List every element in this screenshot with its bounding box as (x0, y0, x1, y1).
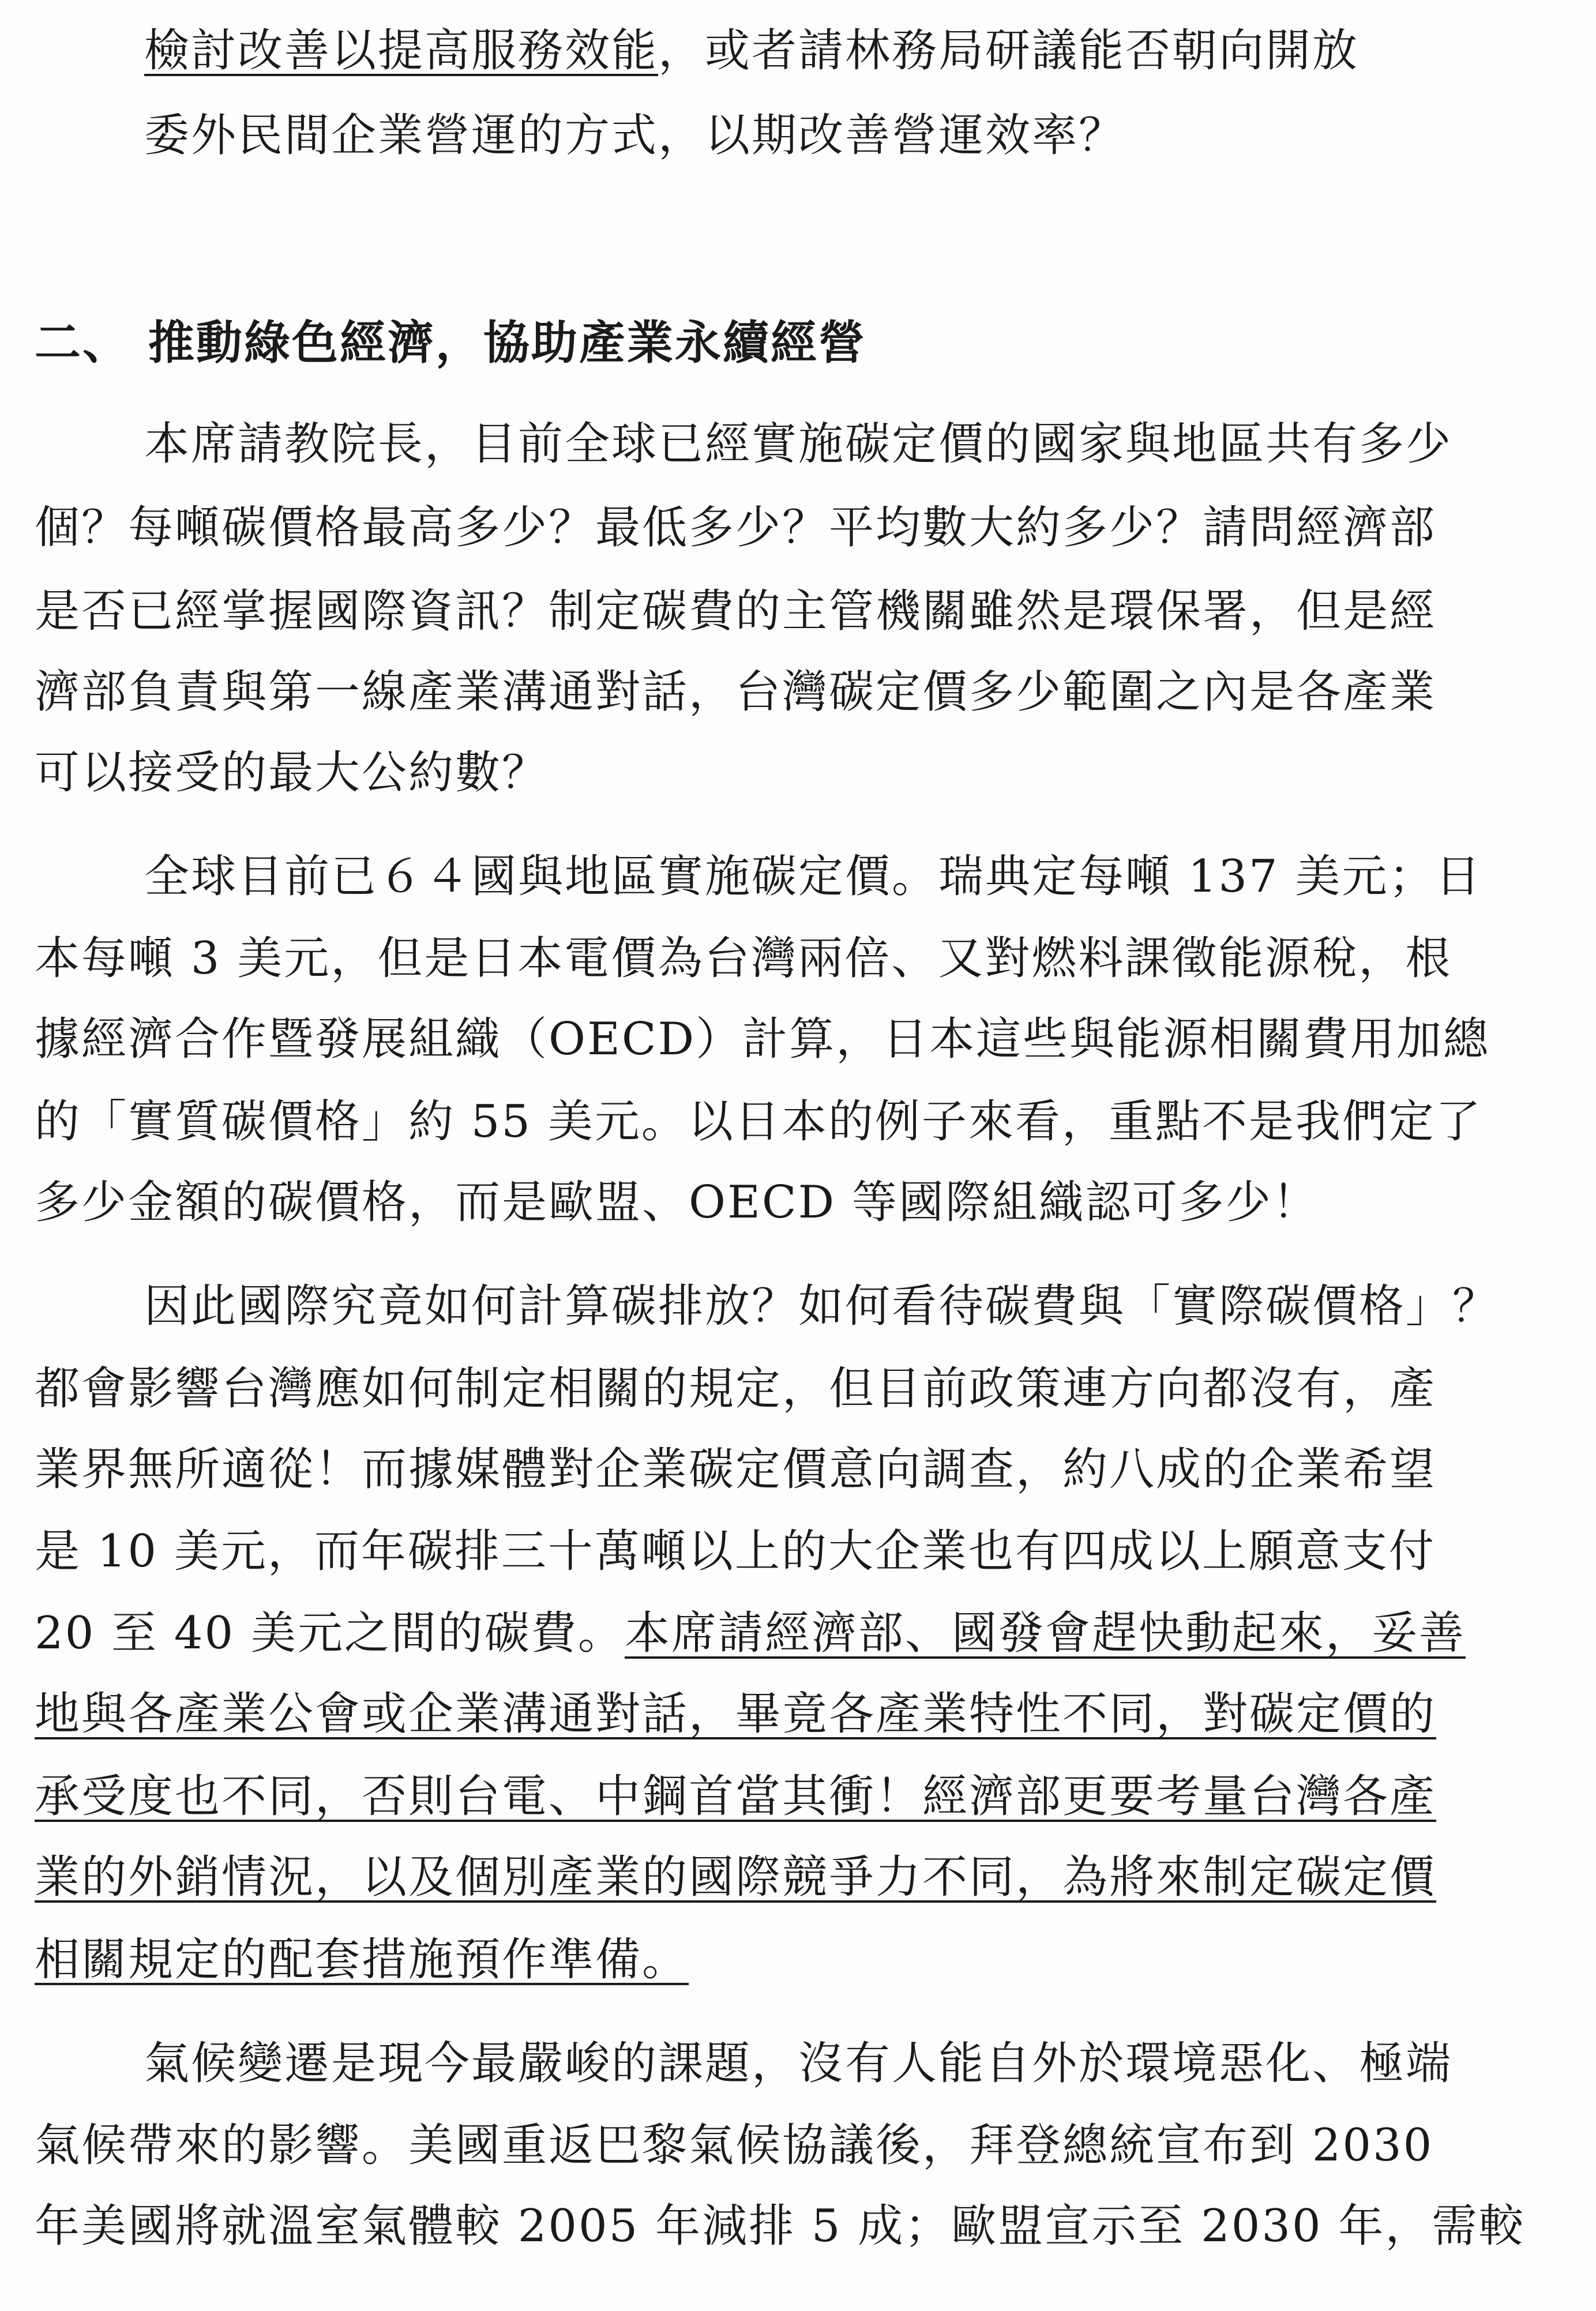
p1-line: 個？每噸碳價格最高多少？最低多少？平均數大約多少？請問經濟部 (35, 502, 1437, 554)
p3-line (35, 1685, 1569, 1743)
intro-underlined-text: 檢討改善以提高服務效能 (144, 25, 659, 77)
p3-underlined-text: 本席請經濟部、國發會趕快動起來，妥善 (624, 1607, 1466, 1659)
p2-line: 據經濟合作暨發展組織（OECD）計算，日本這些與能源相關費用加總 (35, 1013, 1490, 1065)
p3-underlined-text: 承受度也不同，否則台電、中鋼首當其衝！經濟部更要考量台灣各產 (35, 1771, 1437, 1823)
intro-line-1 (144, 22, 1596, 80)
p1-line: 本席請教院長，目前全球已經實施碳定價的國家與地區共有多少 (144, 418, 1453, 470)
section-heading: 二、 推動綠色經濟，協助產業永續經營 (35, 316, 866, 370)
p3-line: 因此國際究竟如何計算碳排放？如何看待碳費與「實際碳價格」？ (144, 1280, 1500, 1332)
p2-line: 的「實質碳價格」約 55 美元。以日本的例子來看，重點不是我們定了 (35, 1096, 1482, 1148)
p3-line (35, 1931, 1569, 1989)
intro-line-2: 委外民間企業營運的方式，以期改善營運效率？ (144, 110, 1126, 161)
p3-text: 20 至 40 美元之間的碳費。 (35, 1607, 625, 1659)
p4-line: 年美國將就溫室氣體較 2005 年減排 5 成；歐盟宣示至 2030 年，需較 (35, 2200, 1526, 2252)
p2-line: 多少金額的碳價格，而是歐盟、OECD 等國際組織認可多少！ (35, 1177, 1319, 1228)
p1-line: 濟部負責與第一線產業溝通對話，台灣碳定價多少範圍之內是各產業 (35, 666, 1437, 718)
p3-underlined-text: 業的外銷情況，以及個別產業的國際競爭力不同，為將來制定碳定價 (35, 1851, 1437, 1903)
p3-line (35, 1604, 1569, 1662)
intro-text: ，或者請林務局研議能否朝向開放 (658, 25, 1360, 77)
p3-line: 都會影響台灣應如何制定相關的規定，但目前政策連方向都沒有，產 (35, 1363, 1437, 1415)
p2-line: 全球目前已６４國與地區實施碳定價。瑞典定每噸 137 美元；日 (144, 851, 1482, 903)
p3-line (35, 1768, 1569, 1825)
p1-line: 是否已經掌握國際資訊？制定碳費的主管機關雖然是環保署，但是經 (35, 585, 1437, 637)
p3-underlined-text: 相關規定的配套措施預作準備。 (35, 1934, 689, 1986)
p4-line: 氣候帶來的影響。美國重返巴黎氣候協議後，拜登總統宣布到 2030 (35, 2120, 1434, 2171)
p3-underlined-text: 地與各產業公會或企業溝通對話，畢竟各產業特性不同，對碳定價的 (35, 1688, 1437, 1740)
p4-line: 氣候變遷是現今最嚴峻的課題，沒有人能自外於環境惡化、極端 (144, 2038, 1453, 2090)
p3-line (35, 1848, 1569, 1906)
p2-line: 本每噸 3 美元，但是日本電價為台灣兩倍、又對燃料課徵能源稅，根 (35, 933, 1452, 984)
p1-line: 可以接受的最大公約數？ (35, 747, 549, 799)
p3-line: 業界無所適從！而據媒體對企業碳定價意向調查，約八成的企業希望 (35, 1444, 1437, 1495)
p3-line: 是 10 美元，而年碳排三十萬噸以上的大企業也有四成以上願意支付 (35, 1525, 1436, 1577)
